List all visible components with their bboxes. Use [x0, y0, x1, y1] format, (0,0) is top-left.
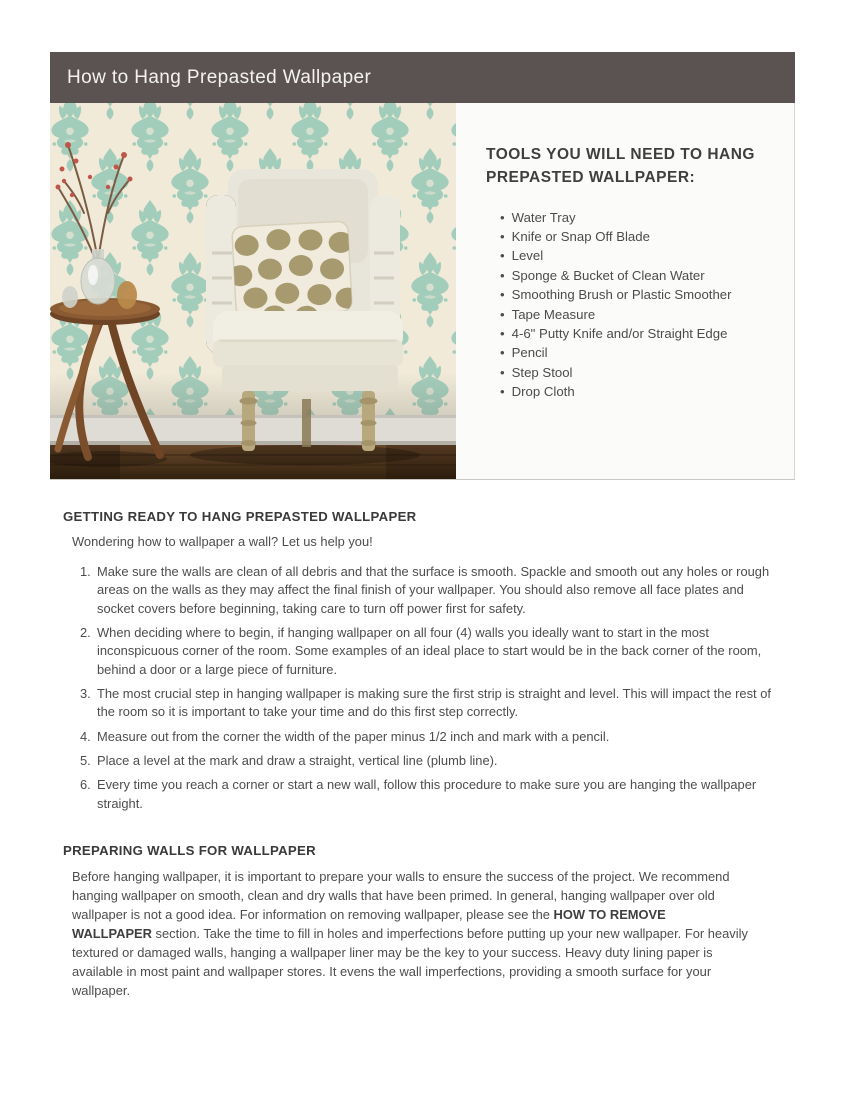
tool-item: [500, 246, 776, 265]
step-item: [80, 563, 777, 618]
step-item: [80, 685, 777, 722]
step-text: Measure out from the corner the width of the paper minus 1/2 inch and mark with a pencil.: [97, 728, 610, 744]
tool-item: [500, 266, 776, 285]
bullet-icon: •: [500, 325, 505, 341]
step-number: 1.: [80, 564, 91, 580]
bullet-icon: •: [500, 228, 505, 244]
room-photo-illustration: [50, 103, 456, 479]
tool-item: [500, 305, 776, 324]
body-text-area: [63, 509, 790, 1001]
bullet-icon: •: [500, 345, 505, 361]
getting-ready-heading: GETTING READY TO HANG PREPASTED WALLPAPER: [63, 509, 417, 524]
tool-item-label: Pencil: [511, 345, 548, 361]
bullet-icon: •: [500, 364, 505, 380]
paragraph-text: section. Take the time to fill in holes and imperfections before putting up your new wallpaper. For heavily textured or damaged walls, hanging a wallpaper liner may be the key to your success. Heavy duty lining paper is available in most paint and wallpaper stores. It evens the wall imperfections, providing a smooth surface for your wallpaper.: [72, 925, 748, 998]
tool-item-label: Tape Measure: [511, 306, 596, 322]
bullet-icon: •: [500, 287, 505, 303]
tool-item-label: Water Tray: [511, 209, 576, 225]
bullet-icon: •: [500, 384, 505, 400]
tool-item: [500, 227, 776, 246]
getting-ready-intro: Wondering how to wallpaper a wall? Let us help you!: [72, 534, 373, 549]
step-number: 4.: [80, 728, 91, 744]
header-bar: [50, 52, 795, 103]
tools-heading: TOOLS YOU WILL NEED TO HANG PREPASTED WALLPAPER:: [486, 146, 755, 187]
step-item: [80, 624, 777, 679]
step-text: The most crucial step in hanging wallpaper is making sure the first strip is straight and level. This will impact the rest of the room so it is important to take your time and do this first step correctly.: [97, 685, 771, 720]
tool-item: [500, 363, 776, 382]
paragraph-text: Before hanging wallpaper, it is important to prepare your walls to ensure the success of the project. We recommend hanging wallpaper on smooth, clean and dry walls that have been primed. In general, hanging wallpaper over old wallpaper is not a good idea. For information on removing wallpaper, please see the: [72, 868, 730, 922]
chair-shadow: [190, 445, 420, 465]
tool-item-label: Sponge & Bucket of Clean Water: [511, 267, 705, 283]
preparing-paragraph: [72, 868, 748, 1001]
bullet-icon: •: [500, 306, 505, 322]
page-title: How to Hang Prepasted Wallpaper: [67, 66, 372, 88]
tool-item-label: 4-6" Putty Knife and/or Straight Edge: [511, 325, 728, 341]
tools-list: [500, 208, 776, 402]
tool-item-label: Drop Cloth: [511, 384, 575, 400]
step-text: Every time you reach a corner or start a new wall, follow this procedure to make sure you are hanging the wallpaper straight.: [97, 777, 757, 811]
step-text: Place a level at the mark and draw a straight, vertical line (plumb line).: [97, 752, 498, 768]
step-number: 2.: [80, 625, 91, 640]
step-text: When deciding where to begin, if hanging wallpaper on all four (4) walls you ideally want to start in the most inconspicuous corner of the room. Some examples of an ideal place to start would be in the back corner of the room, behind a door or a large piece of furniture.: [97, 625, 762, 677]
preparing-heading: PREPARING WALLS FOR WALLPAPER: [63, 842, 316, 858]
step-number: 6.: [80, 777, 91, 793]
hero-block: [50, 103, 795, 480]
step-text: Make sure the walls are clean of all debris and that the surface is smooth. Spackle and smooth out any holes or rough areas on the walls as they may affect the final finish of your wallpaper. You should also remove all face plates and socket covers before beginning, taking care to turn off power first for safety.: [97, 564, 770, 616]
tool-item-label: Level: [511, 248, 544, 264]
getting-ready-steps: [80, 563, 790, 813]
tools-panel: [456, 103, 795, 479]
step-item: [80, 752, 777, 770]
bullet-icon: •: [500, 248, 505, 264]
bullet-icon: •: [500, 209, 505, 225]
step-number: 3.: [80, 685, 91, 701]
tool-item: [500, 343, 776, 362]
tool-item: [500, 285, 776, 304]
step-item: [80, 776, 777, 813]
tool-item: [500, 382, 776, 401]
tool-item: [500, 208, 776, 227]
bullet-icon: •: [500, 267, 505, 283]
room-photo: [50, 103, 456, 479]
tool-item-label: Step Stool: [511, 364, 573, 380]
step-number: 5.: [80, 752, 91, 768]
bold-section-reference: HOW TO REMOVE WALLPAPER: [72, 906, 666, 941]
tool-item-label: Smoothing Brush or Plastic Smoother: [511, 287, 732, 303]
step-item: [80, 728, 777, 746]
tool-item: [500, 324, 776, 343]
tool-item-label: Knife or Snap Off Blade: [511, 228, 650, 244]
